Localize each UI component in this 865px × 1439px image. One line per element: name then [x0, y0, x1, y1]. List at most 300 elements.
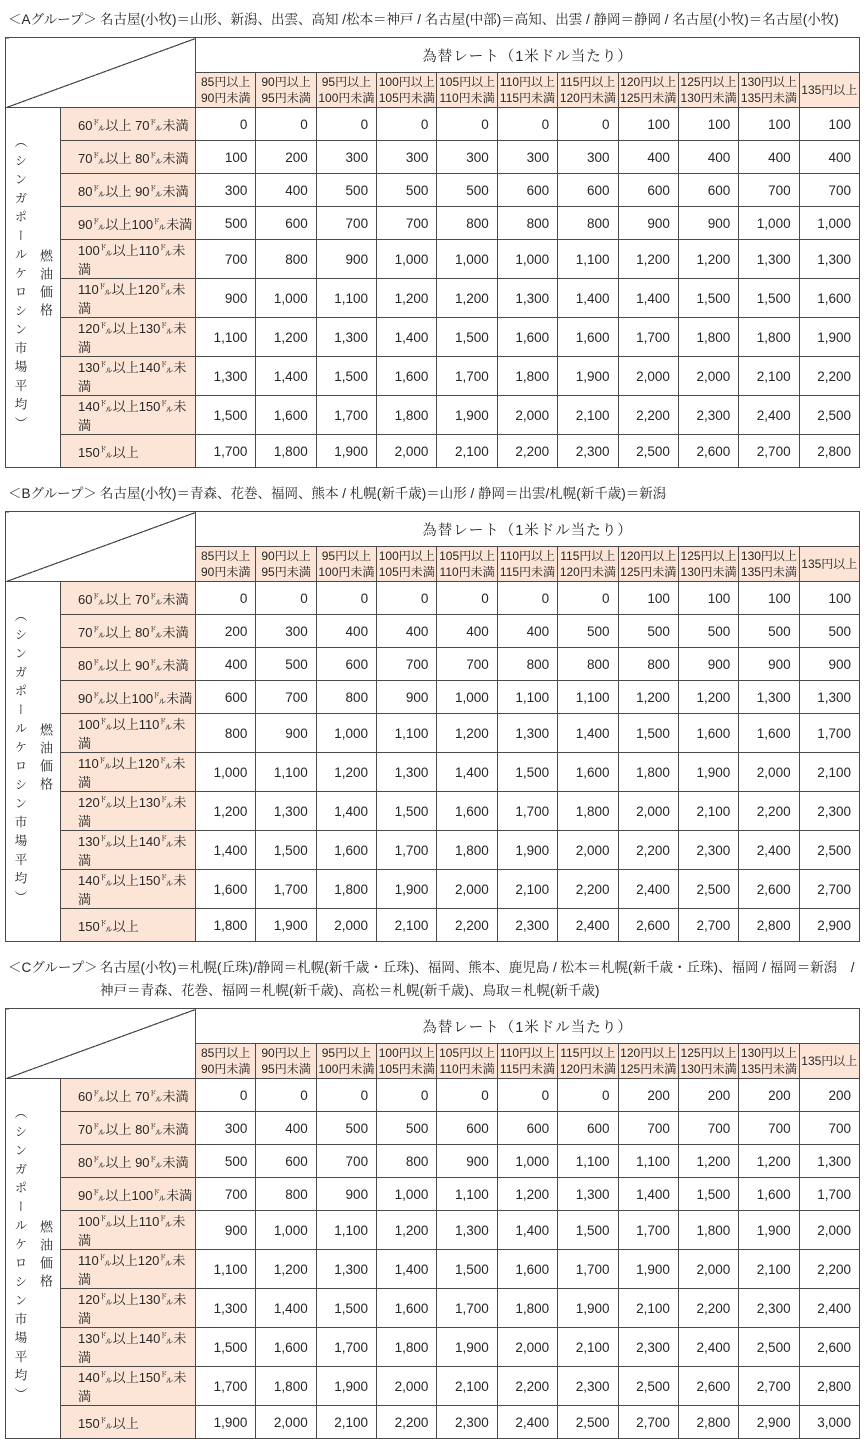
surcharge-amount-cell: 2,200 [739, 792, 799, 831]
fuel-price-range-label: 140㌦以上150㌦未満 [61, 1367, 196, 1406]
surcharge-amount-cell: 2,800 [799, 435, 859, 468]
surcharge-amount-cell: 2,100 [618, 1289, 678, 1328]
surcharge-amount-cell: 1,100 [316, 1211, 376, 1250]
surcharge-amount-cell: 2,300 [678, 396, 738, 435]
rate-range-line: 125円未満 [620, 91, 677, 105]
fuel-price-range-label: 120㌦以上130㌦未満 [61, 1289, 196, 1328]
surcharge-amount-cell: 2,800 [678, 1406, 738, 1439]
surcharge-amount-cell: 500 [799, 615, 859, 648]
surcharge-group-1 [5, 482, 865, 942]
surcharge-amount-cell: 500 [196, 1145, 256, 1178]
group-title [8, 956, 857, 1002]
surcharge-amount-cell: 700 [739, 1112, 799, 1145]
surcharge-amount-cell: 1,800 [256, 1367, 316, 1406]
surcharge-amount-cell: 2,000 [618, 357, 678, 396]
surcharge-amount-cell: 500 [377, 1112, 437, 1145]
surcharge-amount-cell: 2,200 [497, 1367, 557, 1406]
surcharge-amount-cell: 1,900 [558, 1289, 618, 1328]
fuel-price-range-label: 90㌦以上100㌦未満 [61, 681, 196, 714]
rate-range-line: 110円未満 [439, 565, 495, 579]
surcharge-amount-cell: 2,500 [799, 831, 859, 870]
group-route-line: 神戸＝青森、花巻、福岡＝札幌(新千歳)、高松＝札幌(新千歳)、鳥取＝札幌(新千歳) [100, 983, 600, 998]
surcharge-amount-cell: 600 [256, 207, 316, 240]
surcharge-amount-cell: 0 [196, 108, 256, 141]
group-route-list [100, 956, 857, 1002]
surcharge-amount-cell: 1,000 [256, 1211, 316, 1250]
surcharge-amount-cell: 1,800 [678, 318, 738, 357]
surcharge-amount-cell: 1,300 [739, 681, 799, 714]
surcharge-amount-cell: 0 [558, 582, 618, 615]
fuel-price-range-label: 110㌦以上120㌦未満 [61, 1250, 196, 1289]
surcharge-amount-cell: 1,600 [497, 1250, 557, 1289]
surcharge-amount-cell: 1,600 [256, 396, 316, 435]
fuel-price-range-label: 100㌦以上110㌦未満 [61, 1211, 196, 1250]
rate-range-header [196, 73, 256, 108]
surcharge-row [6, 1079, 860, 1112]
surcharge-amount-cell: 2,100 [739, 1250, 799, 1289]
surcharge-amount-cell: 2,400 [799, 1289, 859, 1328]
surcharge-amount-cell: 200 [256, 141, 316, 174]
rate-range-header [799, 1044, 859, 1079]
surcharge-row [6, 207, 860, 240]
fuel-price-range-label: 60㌦以上 70㌦未満 [61, 582, 196, 615]
rate-range-line: 130円未満 [680, 91, 737, 105]
header-row-top [6, 1009, 860, 1044]
surcharge-amount-cell: 2,100 [437, 1367, 497, 1406]
surcharge-amount-cell: 1,700 [618, 1211, 678, 1250]
surcharge-amount-cell: 1,000 [497, 240, 557, 279]
surcharge-amount-cell: 700 [377, 648, 437, 681]
surcharge-amount-cell: 500 [196, 207, 256, 240]
fuel-price-range-label: 110㌦以上120㌦未満 [61, 753, 196, 792]
surcharge-amount-cell: 2,300 [558, 435, 618, 468]
rate-range-header [799, 547, 859, 582]
surcharge-amount-cell: 3,000 [799, 1406, 859, 1439]
rate-range-line: 100円未満 [318, 91, 375, 105]
surcharge-amount-cell: 600 [196, 681, 256, 714]
surcharge-amount-cell: 1,700 [196, 1367, 256, 1406]
surcharge-amount-cell: 700 [618, 1112, 678, 1145]
surcharge-amount-cell: 1,800 [196, 909, 256, 942]
surcharge-amount-cell: 1,100 [196, 318, 256, 357]
surcharge-amount-cell: 2,000 [316, 909, 376, 942]
surcharge-amount-cell: 1,800 [497, 357, 557, 396]
surcharge-row [6, 1178, 860, 1211]
group-name: ＜Aグループ＞ [8, 12, 97, 27]
fuel-price-range-label: 140㌦以上150㌦未満 [61, 870, 196, 909]
surcharge-amount-cell: 1,700 [316, 396, 376, 435]
rate-range-line: 85円以上 [201, 75, 251, 89]
groups-container [0, 8, 865, 1439]
surcharge-amount-cell: 2,000 [678, 1250, 738, 1289]
surcharge-amount-cell: 2,100 [316, 1406, 376, 1439]
surcharge-amount-cell: 1,900 [558, 357, 618, 396]
fuel-price-axis-cell [6, 1079, 61, 1439]
rate-range-line: 105円未満 [378, 565, 435, 579]
surcharge-amount-cell: 2,600 [618, 909, 678, 942]
surcharge-amount-cell: 2,500 [618, 435, 678, 468]
surcharge-amount-cell: 1,300 [497, 714, 557, 753]
surcharge-amount-cell: 100 [739, 582, 799, 615]
surcharge-amount-cell: 900 [678, 207, 738, 240]
surcharge-amount-cell: 1,800 [739, 318, 799, 357]
rate-range-line: 100円未満 [318, 1062, 375, 1076]
surcharge-amount-cell: 500 [377, 174, 437, 207]
surcharge-amount-cell: 2,100 [377, 909, 437, 942]
surcharge-amount-cell: 800 [256, 1178, 316, 1211]
corner-diagonal-cell [6, 1009, 196, 1079]
rate-range-line: 115円未満 [499, 1062, 556, 1076]
surcharge-amount-cell: 2,200 [497, 435, 557, 468]
surcharge-amount-cell: 1,500 [558, 1211, 618, 1250]
rate-range-header [256, 547, 316, 582]
rate-range-header [678, 547, 738, 582]
surcharge-amount-cell: 1,300 [558, 1178, 618, 1211]
surcharge-amount-cell: 1,500 [316, 357, 376, 396]
fuel-price-range-label: 120㌦以上130㌦未満 [61, 792, 196, 831]
fuel-price-axis-vertical-text [11, 1095, 55, 1417]
surcharge-amount-cell: 200 [678, 1079, 738, 1112]
surcharge-amount-cell: 0 [437, 108, 497, 141]
surcharge-amount-cell: 1,900 [316, 435, 376, 468]
fuel-price-range-label: 110㌦以上120㌦未満 [61, 279, 196, 318]
fuel-price-axis-main-label: 燃油価格 [38, 1220, 53, 1292]
rate-range-line: 120円以上 [620, 549, 677, 563]
surcharge-amount-cell: 800 [377, 1145, 437, 1178]
surcharge-amount-cell: 500 [437, 174, 497, 207]
surcharge-amount-cell: 1,400 [196, 831, 256, 870]
surcharge-table-body [6, 108, 860, 468]
group-name: ＜Cグループ＞ [8, 960, 98, 975]
surcharge-amount-cell: 1,800 [497, 1289, 557, 1328]
surcharge-amount-cell: 2,700 [799, 870, 859, 909]
surcharge-amount-cell: 0 [377, 1079, 437, 1112]
rate-range-line: 130円以上 [740, 549, 797, 563]
surcharge-amount-cell: 2,500 [618, 1367, 678, 1406]
surcharge-amount-cell: 300 [437, 141, 497, 174]
surcharge-amount-cell: 300 [377, 141, 437, 174]
surcharge-amount-cell: 900 [437, 1145, 497, 1178]
surcharge-amount-cell: 1,700 [799, 714, 859, 753]
rate-range-line: 85円以上 [201, 1046, 251, 1060]
rate-range-line: 120円未満 [559, 91, 616, 105]
surcharge-amount-cell: 1,200 [377, 1211, 437, 1250]
surcharge-amount-cell: 2,600 [678, 435, 738, 468]
surcharge-amount-cell: 1,100 [497, 681, 557, 714]
surcharge-amount-cell: 1,700 [437, 1289, 497, 1328]
surcharge-amount-cell: 1,200 [256, 318, 316, 357]
group-title [8, 8, 857, 31]
surcharge-amount-cell: 500 [558, 615, 618, 648]
fuel-price-range-label: 130㌦以上140㌦未満 [61, 831, 196, 870]
rate-range-header [558, 1044, 618, 1079]
surcharge-amount-cell: 1,000 [256, 279, 316, 318]
rate-range-line: 95円未満 [261, 91, 311, 105]
group-title [8, 482, 857, 505]
group-route-line: 名古屋(小牧)＝山形、新潟、出雲、高知 /松本＝神戸 / 名古屋(中部)＝高知、出雲 / 静岡＝静岡 / 名古屋(小牧)＝名古屋(小牧) [100, 12, 839, 27]
surcharge-amount-cell: 2,200 [799, 1250, 859, 1289]
surcharge-amount-cell: 1,400 [618, 1178, 678, 1211]
fuel-price-range-label: 60㌦以上 70㌦未満 [61, 1079, 196, 1112]
surcharge-row [6, 279, 860, 318]
surcharge-amount-cell: 1,000 [316, 714, 376, 753]
fuel-price-range-label: 90㌦以上100㌦未満 [61, 207, 196, 240]
rate-range-line: 105円未満 [378, 1062, 435, 1076]
fuel-price-range-label: 60㌦以上 70㌦未満 [61, 108, 196, 141]
rate-range-header [256, 73, 316, 108]
surcharge-row [6, 870, 860, 909]
fuel-price-axis-sub-label: （シンガポールケロシン市場平均） [13, 1106, 27, 1406]
surcharge-amount-cell: 2,100 [437, 435, 497, 468]
surcharge-amount-cell: 300 [558, 141, 618, 174]
surcharge-amount-cell: 2,400 [739, 396, 799, 435]
surcharge-amount-cell: 2,200 [437, 909, 497, 942]
surcharge-amount-cell: 1,500 [437, 318, 497, 357]
surcharge-amount-cell: 1,200 [678, 240, 738, 279]
exchange-rate-header: 為替レート（1米ドル当たり） [196, 1009, 860, 1044]
rate-range-header [316, 547, 376, 582]
rate-range-line: 130円以上 [740, 1046, 797, 1060]
surcharge-amount-cell: 0 [377, 582, 437, 615]
surcharge-amount-cell: 0 [497, 582, 557, 615]
group-route-line: 名古屋(小牧)＝札幌(丘珠)/静岡＝札幌(新千歳・丘珠)、福岡、熊本、鹿児島 / 松本＝札幌(新千歳・丘珠)、福岡 / 福岡＝新潟 / [100, 960, 855, 975]
surcharge-amount-cell: 1,600 [739, 1178, 799, 1211]
surcharge-amount-cell: 500 [618, 615, 678, 648]
surcharge-amount-cell: 2,000 [618, 792, 678, 831]
surcharge-amount-cell: 1,300 [799, 681, 859, 714]
surcharge-amount-cell: 1,600 [377, 1289, 437, 1328]
surcharge-amount-cell: 600 [497, 1112, 557, 1145]
surcharge-amount-cell: 1,800 [437, 831, 497, 870]
fuel-price-range-label: 70㌦以上 80㌦未満 [61, 141, 196, 174]
surcharge-table [5, 511, 860, 942]
exchange-rate-header: 為替レート（1米ドル当たり） [196, 512, 860, 547]
rate-range-line: 120円未満 [559, 565, 616, 579]
surcharge-amount-cell: 100 [678, 108, 738, 141]
surcharge-amount-cell: 600 [618, 174, 678, 207]
surcharge-amount-cell: 1,600 [196, 870, 256, 909]
surcharge-amount-cell: 1,300 [196, 357, 256, 396]
rate-range-line: 90円以上 [261, 1046, 311, 1060]
surcharge-amount-cell: 2,100 [497, 870, 557, 909]
surcharge-row [6, 831, 860, 870]
surcharge-amount-cell: 400 [678, 141, 738, 174]
rate-range-line: 100円以上 [378, 1046, 435, 1060]
surcharge-amount-cell: 900 [316, 240, 376, 279]
surcharge-amount-cell: 1,200 [196, 792, 256, 831]
rate-range-header [799, 73, 859, 108]
rate-range-header [437, 73, 497, 108]
surcharge-amount-cell: 1,900 [739, 1211, 799, 1250]
surcharge-row [6, 615, 860, 648]
surcharge-row [6, 435, 860, 468]
rate-range-line: 105円以上 [439, 75, 496, 89]
surcharge-amount-cell: 2,100 [678, 792, 738, 831]
surcharge-amount-cell: 0 [196, 1079, 256, 1112]
rate-range-line: 115円以上 [560, 1046, 616, 1060]
surcharge-table-body [6, 1079, 860, 1439]
surcharge-amount-cell: 100 [799, 108, 859, 141]
rate-range-line: 135円未満 [740, 1062, 797, 1076]
surcharge-amount-cell: 1,500 [377, 792, 437, 831]
surcharge-row [6, 1328, 860, 1367]
surcharge-amount-cell: 1,700 [497, 792, 557, 831]
surcharge-amount-cell: 1,100 [196, 1250, 256, 1289]
surcharge-amount-cell: 1,600 [256, 1328, 316, 1367]
surcharge-amount-cell: 1,300 [256, 792, 316, 831]
header-row-top [6, 512, 860, 547]
rate-range-line: 95円以上 [321, 75, 372, 89]
surcharge-amount-cell: 500 [316, 1112, 376, 1145]
rate-range-header [196, 547, 256, 582]
surcharge-amount-cell: 100 [618, 108, 678, 141]
surcharge-amount-cell: 900 [618, 207, 678, 240]
surcharge-amount-cell: 0 [437, 1079, 497, 1112]
surcharge-row [6, 174, 860, 207]
surcharge-amount-cell: 900 [739, 648, 799, 681]
surcharge-amount-cell: 1,300 [316, 1250, 376, 1289]
surcharge-amount-cell: 0 [558, 108, 618, 141]
surcharge-amount-cell: 2,500 [739, 1328, 799, 1367]
surcharge-amount-cell: 300 [316, 141, 376, 174]
rate-range-line: 135円以上 [801, 83, 858, 97]
surcharge-amount-cell: 2,300 [799, 792, 859, 831]
surcharge-amount-cell: 1,500 [678, 1178, 738, 1211]
surcharge-row [6, 318, 860, 357]
surcharge-amount-cell: 1,200 [316, 753, 376, 792]
surcharge-row [6, 753, 860, 792]
surcharge-amount-cell: 2,000 [799, 1211, 859, 1250]
surcharge-amount-cell: 900 [377, 681, 437, 714]
rate-range-line: 90円未満 [201, 1062, 251, 1076]
surcharge-amount-cell: 800 [316, 681, 376, 714]
surcharge-amount-cell: 1,300 [196, 1289, 256, 1328]
surcharge-amount-cell: 1,900 [316, 1367, 376, 1406]
surcharge-amount-cell: 1,400 [558, 714, 618, 753]
surcharge-amount-cell: 1,200 [497, 1178, 557, 1211]
rate-range-line: 90円以上 [261, 549, 311, 563]
surcharge-row [6, 1211, 860, 1250]
surcharge-amount-cell: 1,800 [256, 435, 316, 468]
surcharge-group-2 [5, 956, 865, 1439]
surcharge-amount-cell: 1,100 [558, 240, 618, 279]
surcharge-row [6, 681, 860, 714]
fuel-price-range-label: 150㌦以上 [61, 435, 196, 468]
fuel-price-range-label: 150㌦以上 [61, 909, 196, 942]
surcharge-amount-cell: 1,200 [256, 1250, 316, 1289]
fuel-price-range-label: 90㌦以上100㌦未満 [61, 1178, 196, 1211]
rate-range-line: 135円以上 [801, 1054, 858, 1068]
surcharge-amount-cell: 1,400 [256, 357, 316, 396]
surcharge-amount-cell: 1,800 [558, 792, 618, 831]
surcharge-amount-cell: 2,000 [558, 831, 618, 870]
surcharge-amount-cell: 700 [196, 240, 256, 279]
surcharge-amount-cell: 1,600 [739, 714, 799, 753]
surcharge-table [5, 37, 860, 468]
surcharge-amount-cell: 600 [316, 648, 376, 681]
corner-diagonal-cell [6, 38, 196, 108]
surcharge-amount-cell: 900 [799, 648, 859, 681]
surcharge-amount-cell: 1,600 [799, 279, 859, 318]
rate-range-line: 125円以上 [680, 549, 737, 563]
rate-range-line: 90円未満 [201, 565, 251, 579]
rate-range-header [316, 73, 376, 108]
surcharge-amount-cell: 600 [256, 1145, 316, 1178]
surcharge-amount-cell: 300 [196, 1112, 256, 1145]
surcharge-amount-cell: 0 [497, 1079, 557, 1112]
surcharge-amount-cell: 1,600 [437, 792, 497, 831]
rate-range-line: 120円以上 [620, 1046, 677, 1060]
surcharge-amount-cell: 2,300 [558, 1367, 618, 1406]
surcharge-amount-cell: 700 [678, 1112, 738, 1145]
surcharge-amount-cell: 1,600 [377, 357, 437, 396]
rate-range-line: 130円以上 [740, 75, 797, 89]
surcharge-amount-cell: 200 [799, 1079, 859, 1112]
rate-range-line: 95円以上 [321, 1046, 372, 1060]
surcharge-amount-cell: 2,300 [739, 1289, 799, 1328]
surcharge-amount-cell: 700 [739, 174, 799, 207]
surcharge-amount-cell: 1,500 [618, 714, 678, 753]
surcharge-amount-cell: 200 [618, 1079, 678, 1112]
surcharge-amount-cell: 1,300 [799, 1145, 859, 1178]
rate-range-line: 135円未満 [740, 91, 797, 105]
rate-range-header [497, 73, 557, 108]
surcharge-amount-cell: 1,700 [316, 1328, 376, 1367]
surcharge-row [6, 240, 860, 279]
surcharge-amount-cell: 1,800 [377, 396, 437, 435]
surcharge-amount-cell: 1,300 [497, 279, 557, 318]
fuel-price-axis-vertical-text [11, 598, 55, 920]
surcharge-amount-cell: 0 [256, 108, 316, 141]
rate-range-line: 110円以上 [499, 75, 556, 89]
surcharge-amount-cell: 500 [739, 615, 799, 648]
surcharge-amount-cell: 1,900 [799, 318, 859, 357]
surcharge-amount-cell: 2,500 [678, 870, 738, 909]
surcharge-row [6, 582, 860, 615]
rate-range-line: 135円未満 [740, 565, 797, 579]
surcharge-amount-cell: 700 [437, 648, 497, 681]
surcharge-row [6, 1112, 860, 1145]
surcharge-group-0 [5, 8, 865, 468]
surcharge-amount-cell: 1,700 [618, 318, 678, 357]
surcharge-amount-cell: 2,700 [739, 1367, 799, 1406]
surcharge-amount-cell: 1,500 [196, 1328, 256, 1367]
surcharge-amount-cell: 1,000 [377, 240, 437, 279]
fuel-price-axis-cell [6, 582, 61, 942]
surcharge-amount-cell: 1,700 [196, 435, 256, 468]
surcharge-row [6, 357, 860, 396]
rate-range-line: 125円未満 [620, 565, 677, 579]
surcharge-amount-cell: 1,500 [196, 396, 256, 435]
surcharge-amount-cell: 2,200 [377, 1406, 437, 1439]
surcharge-amount-cell: 2,000 [497, 1328, 557, 1367]
surcharge-amount-cell: 1,200 [678, 1145, 738, 1178]
rate-range-line: 90円以上 [261, 75, 311, 89]
surcharge-amount-cell: 800 [558, 648, 618, 681]
surcharge-amount-cell: 1,100 [437, 1178, 497, 1211]
surcharge-amount-cell: 400 [256, 174, 316, 207]
surcharge-amount-cell: 1,600 [558, 753, 618, 792]
surcharge-amount-cell: 0 [316, 1079, 376, 1112]
surcharge-row [6, 141, 860, 174]
fuel-price-axis-main-label: 燃油価格 [38, 249, 53, 321]
surcharge-amount-cell: 1,000 [799, 207, 859, 240]
surcharge-amount-cell: 1,900 [196, 1406, 256, 1439]
fuel-price-range-label: 100㌦以上110㌦未満 [61, 240, 196, 279]
fuel-price-range-label: 130㌦以上140㌦未満 [61, 357, 196, 396]
surcharge-amount-cell: 1,900 [256, 909, 316, 942]
surcharge-amount-cell: 1,600 [497, 318, 557, 357]
